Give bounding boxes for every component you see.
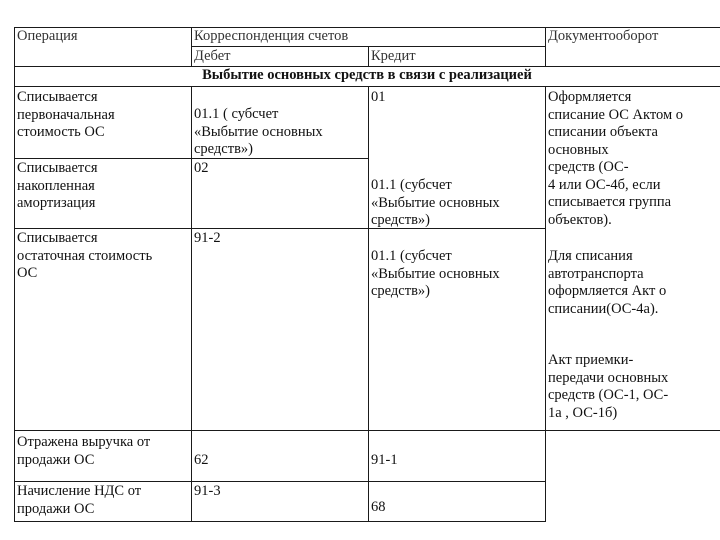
header-docflow: Документооборот xyxy=(548,28,659,44)
header-debit: Дебет xyxy=(194,48,231,64)
col-divider-debit-credit xyxy=(368,46,369,67)
row-1-operation: Списывается первоначальная стоимость ОС xyxy=(17,89,115,140)
row-4-credit: 91-1 xyxy=(371,452,398,468)
docflow-text-2: Для списания автотранспорта оформляется Акт о списании(ОС-4а). xyxy=(548,248,667,317)
row-divider-3 xyxy=(14,430,720,431)
row-1-credit: 01 xyxy=(371,89,386,105)
row-2-debit: 02 xyxy=(194,160,209,176)
row-4-debit: 62 xyxy=(194,452,209,468)
row-3-debit: 91-2 xyxy=(194,230,221,246)
row-3-operation: Списывается остаточная стоимость ОС xyxy=(17,230,153,281)
row-2-operation: Списывается накопленная амортизация xyxy=(17,160,98,211)
docflow-text-1: Оформляется списание ОС Актом о списании объекта основных средств (ОС- 4 или ОС-4б, если списывается группа объектов). xyxy=(548,89,684,228)
col-divider-docflow xyxy=(545,86,546,522)
row-divider-4 xyxy=(14,481,545,482)
col-divider-docflow xyxy=(545,27,546,67)
col-divider-debit-credit xyxy=(368,86,369,522)
row-4-operation: Отражена выручка от продажи ОС xyxy=(17,434,151,468)
col-divider-operation xyxy=(191,27,192,67)
col-divider-operation xyxy=(191,86,192,522)
header-correspondence: Корреспонденция счетов xyxy=(194,28,349,44)
header-credit: Кредит xyxy=(371,48,416,64)
row-1-debit: 01.1 ( субсчет «Выбытие основных средств») xyxy=(194,106,323,157)
table-border-left xyxy=(14,27,15,522)
table-border-bottom xyxy=(14,521,545,522)
docflow-text-3: Акт приемки- передачи основных средств (ОС-1, ОС- 1а , ОС-1б) xyxy=(548,352,669,421)
row-3-credit: 01.1 (субсчет «Выбытие основных средств») xyxy=(371,248,500,299)
row-2-credit: 01.1 (субсчет «Выбытие основных средств») xyxy=(371,177,500,228)
section-title-bottom-line xyxy=(14,86,720,87)
row-5-debit: 91-3 xyxy=(194,483,221,499)
row-5-operation: Начисление НДС от продажи ОС xyxy=(17,483,142,517)
row-5-credit: 68 xyxy=(371,499,386,515)
section-title: Выбытие основных средств в связи с реализацией xyxy=(202,67,532,83)
header-operation: Операция xyxy=(17,28,78,44)
